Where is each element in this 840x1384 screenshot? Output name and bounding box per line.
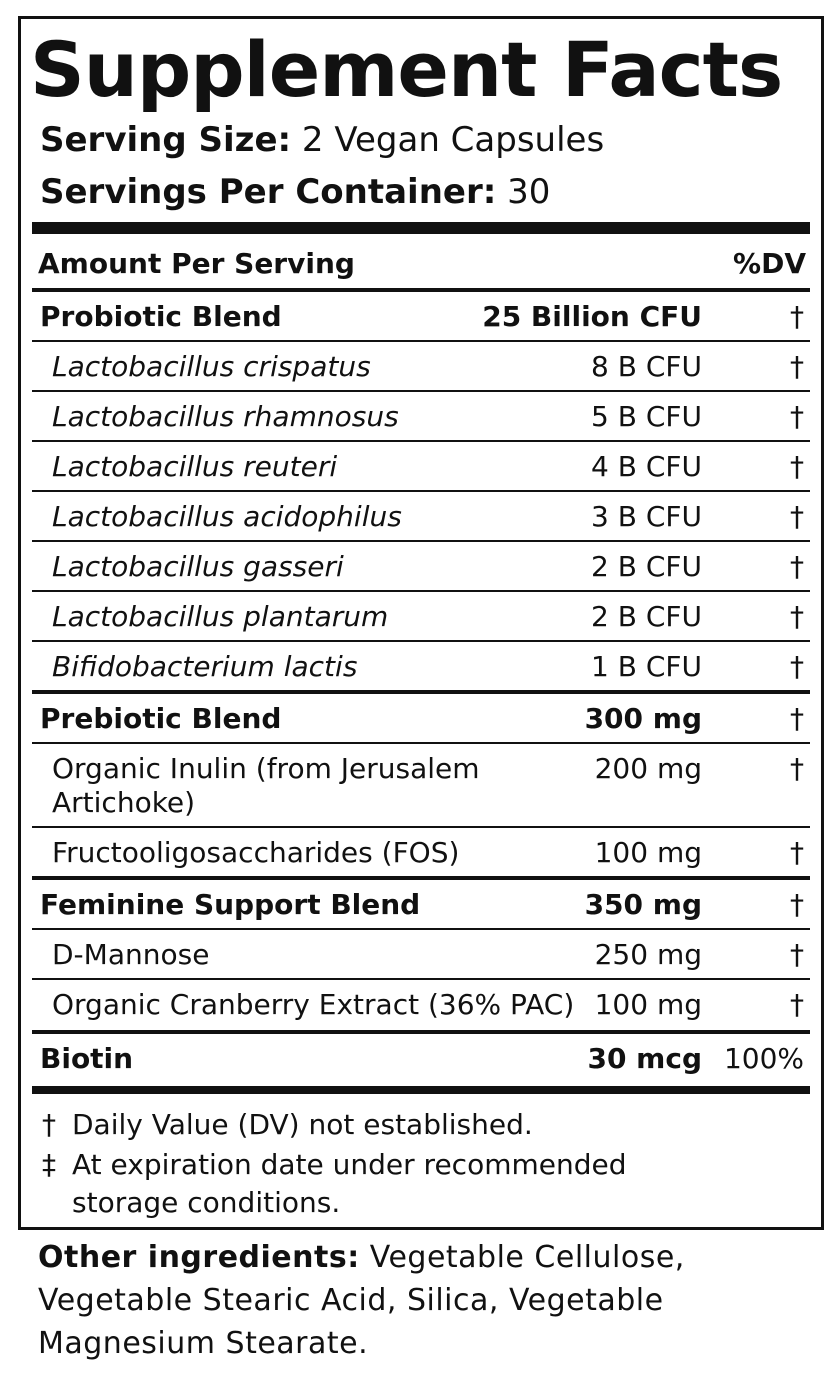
nutrient-dv: †: [790, 600, 804, 633]
table-row: [32, 828, 810, 880]
nutrient-name: Feminine Support Blend: [40, 888, 421, 921]
nutrient-amount: 2 B CFU: [591, 550, 702, 583]
nutrient-name: Lactobacillus gasseri: [52, 550, 344, 583]
nutrient-amount: 30 mcg: [587, 1042, 702, 1075]
nutrient-amount: 100 mg: [594, 988, 702, 1021]
serving-size-value: 2 Vegan Capsules: [301, 120, 605, 160]
table-row: [32, 930, 810, 980]
nutrient-dv: †: [790, 752, 804, 785]
thick-divider-top: [32, 222, 810, 234]
table-row: [32, 392, 810, 442]
panel-title: Supplement Facts: [30, 25, 783, 114]
nutrient-dv: †: [790, 888, 804, 921]
nutrient-dv: †: [790, 550, 804, 583]
nutrient-name: Lactobacillus plantarum: [52, 600, 389, 633]
nutrient-amount: 300 mg: [584, 702, 702, 735]
table-row: [32, 442, 810, 492]
table-row: [32, 1034, 810, 1086]
table-row: [32, 592, 810, 642]
nutrient-name-line1: Organic Inulin (from Jerusalem: [52, 752, 480, 785]
table-row: [32, 292, 810, 342]
nutrient-name: Prebiotic Blend: [40, 702, 282, 735]
nutrient-name: Bifidobacterium lactis: [52, 650, 358, 683]
footnote-double-dagger: [42, 1146, 627, 1222]
nutrient-amount: 1 B CFU: [591, 650, 702, 683]
table-row: [32, 880, 810, 930]
nutrient-name: Fructooligosaccharides (FOS): [52, 836, 460, 869]
nutrient-dv: †: [790, 350, 804, 383]
other-ingredients-line3: Magnesium Stearate.: [38, 1326, 369, 1361]
footnote-text: Daily Value (DV) not established.: [72, 1108, 533, 1141]
nutrient-amount: 350 mg: [584, 888, 702, 921]
nutrient-amount: 5 B CFU: [591, 400, 702, 433]
nutrient-name: Lactobacillus reuteri: [52, 450, 338, 483]
dv-header: %DV: [733, 247, 806, 280]
table-header-row: [32, 236, 810, 292]
footnote-text-line2: storage conditions.: [72, 1186, 341, 1219]
nutrient-dv: †: [790, 988, 804, 1021]
nutrient-name: Lactobacillus acidophilus: [52, 500, 402, 533]
nutrient-name: Biotin: [40, 1042, 134, 1075]
nutrient-name: Probiotic Blend: [40, 300, 282, 333]
nutrient-dv: †: [790, 400, 804, 433]
servings-per-container-value: 30: [507, 172, 551, 212]
other-ingredients-label: Other ingredients:: [38, 1240, 360, 1275]
table-row: [32, 980, 810, 1034]
table-row: [32, 744, 810, 828]
nutrient-dv: †: [790, 500, 804, 533]
nutrient-name-line2: Artichoke): [52, 786, 196, 819]
nutrient-amount: 3 B CFU: [591, 500, 702, 533]
nutrient-name: Lactobacillus rhamnosus: [52, 400, 399, 433]
nutrient-dv: †: [790, 836, 804, 869]
amount-per-serving-header: Amount Per Serving: [38, 247, 355, 280]
nutrient-name: D-Mannose: [52, 938, 210, 971]
nutrient-name: Lactobacillus crispatus: [52, 350, 371, 383]
nutrient-amount: 250 mg: [594, 938, 702, 971]
table-row: [32, 542, 810, 592]
nutrient-name: Organic Cranberry Extract (36% PAC): [52, 988, 575, 1021]
footnote-symbol: †: [42, 1108, 56, 1141]
table-row: [32, 342, 810, 392]
nutrient-dv: †: [790, 450, 804, 483]
servings-per-container: [40, 172, 550, 212]
thick-divider-bottom: [32, 1086, 810, 1094]
table-row: [32, 642, 810, 694]
serving-size: [40, 120, 604, 160]
footnote-symbol: ‡: [42, 1148, 56, 1181]
table-row: [32, 492, 810, 542]
other-ingredients: [38, 1236, 798, 1365]
nutrient-amount: 4 B CFU: [591, 450, 702, 483]
nutrient-dv: 100%: [723, 1042, 804, 1075]
footnote-text-line1: At expiration date under recommended: [72, 1148, 627, 1181]
nutrient-amount: 200 mg: [594, 752, 702, 785]
nutrient-dv: †: [790, 300, 804, 333]
serving-size-label: Serving Size:: [40, 120, 292, 160]
other-ingredients-line1: Vegetable Cellulose,: [369, 1240, 685, 1275]
nutrient-amount: 8 B CFU: [591, 350, 702, 383]
table-row: [32, 694, 810, 744]
footnote-dagger: [42, 1106, 533, 1144]
nutrient-amount: 25 Billion CFU: [482, 300, 702, 333]
servings-per-container-label: Servings Per Container:: [40, 172, 497, 212]
nutrient-amount: 100 mg: [594, 836, 702, 869]
other-ingredients-line2: Vegetable Stearic Acid, Silica, Vegetable: [38, 1283, 664, 1318]
nutrient-dv: †: [790, 938, 804, 971]
nutrient-dv: †: [790, 702, 804, 735]
nutrient-amount: 2 B CFU: [591, 600, 702, 633]
nutrient-dv: †: [790, 650, 804, 683]
